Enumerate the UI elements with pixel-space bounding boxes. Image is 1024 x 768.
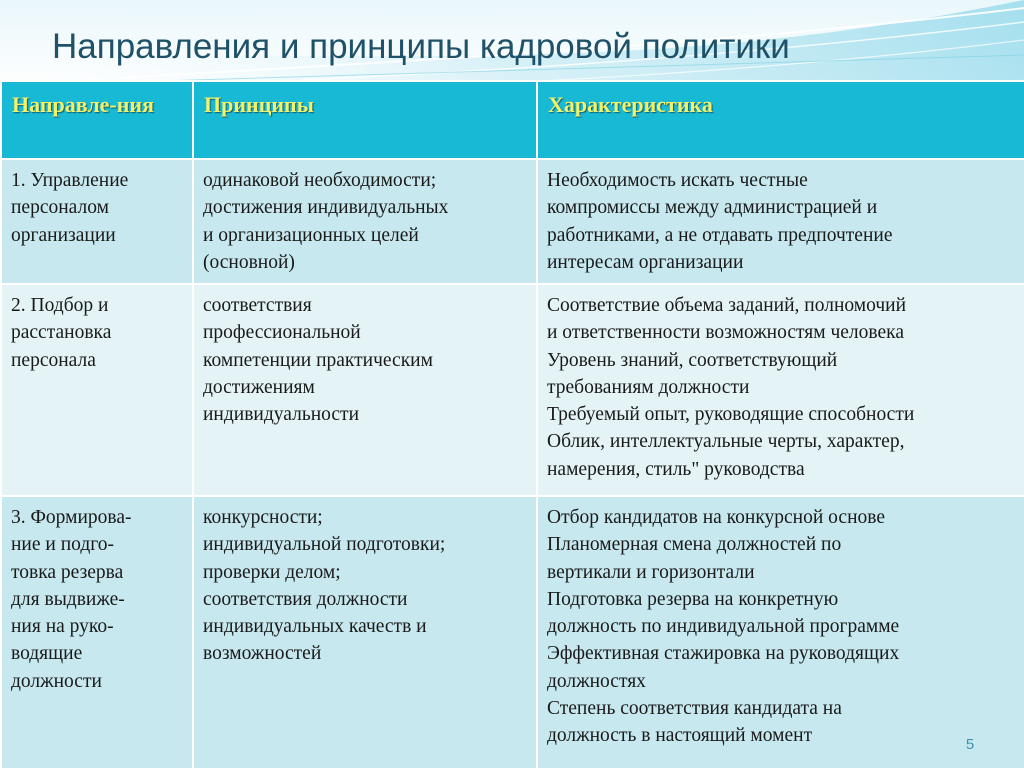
table-row (1, 284, 1024, 496)
cell-direction (1, 159, 193, 284)
direction-line: должности (11, 670, 102, 692)
characteristic-line: Облик, интеллектуальные черты, характер, (547, 431, 905, 453)
direction-line: для выдвиже- (11, 588, 125, 610)
direction-line: товка резерва (11, 561, 124, 583)
header-directions: Направле-ния (1, 81, 193, 159)
direction-line: расстановка (11, 322, 112, 344)
characteristic-line: должность по индивидуальной программе (547, 616, 900, 638)
principle-line: одинаковой необходимости; (203, 170, 437, 191)
characteristic-line: требованиям должности (547, 376, 750, 398)
characteristic-line: Уровень знаний, соответствующий (547, 349, 838, 371)
characteristic-line: должность в настоящий момент (547, 725, 813, 747)
cell-characteristics (537, 284, 1024, 496)
characteristic-line: Подготовка резерва на конкретную (547, 588, 839, 610)
policy-table (0, 80, 1024, 768)
cell-principles (193, 159, 537, 284)
characteristic-line: и ответственности возможностям человека (547, 322, 904, 344)
table-row (1, 159, 1024, 284)
characteristic-line: Эффективная стажировка на руководящих (547, 643, 900, 665)
principle-line: возможностей (203, 643, 322, 665)
direction-line: ния на руко- (11, 616, 114, 638)
cell-principles (193, 496, 537, 768)
direction-line: персонала (11, 349, 96, 371)
characteristic-line: компромиссы между администрацией и (547, 197, 878, 219)
characteristic-line: должностях (547, 670, 646, 692)
cell-characteristics (537, 159, 1024, 284)
characteristic-line: Отбор кандидатов на конкурсной основе (547, 507, 886, 528)
cell-characteristics (537, 496, 1024, 768)
direction-line: организации (11, 224, 116, 246)
direction-line: 2. Подбор и (11, 295, 109, 316)
principle-line: достижениям (203, 376, 315, 398)
principle-line: компетенции практическим (203, 349, 433, 371)
direction-line: персоналом (11, 197, 109, 219)
principle-line: проверки делом; (203, 561, 341, 583)
header-principles: Принципы (193, 81, 537, 159)
cell-principles (193, 284, 537, 496)
direction-line: ние и подго- (11, 534, 115, 556)
principle-line: индивидуальности (203, 404, 360, 426)
principle-line: профессиональной (203, 322, 361, 344)
characteristic-line: Соответствие объема заданий, полномочий (547, 295, 907, 316)
principle-line: достижения индивидуальных (203, 197, 449, 219)
principle-line: конкурсности; (203, 507, 323, 528)
table-header-row (1, 81, 1024, 159)
cell-direction (1, 284, 193, 496)
principle-line: соответствия должности (203, 588, 408, 610)
principle-line: индивидуальной подготовки; (203, 534, 446, 556)
principle-line: соответствия (203, 295, 312, 316)
page-number: 5 (965, 736, 975, 753)
header-characteristics: Характеристика (537, 81, 1024, 159)
principle-line: и организационных целей (203, 224, 419, 246)
principle-line: (основной) (203, 251, 295, 273)
direction-line: 3. Формирова- (11, 507, 132, 528)
characteristic-line: намерения, стиль" руководства (547, 458, 805, 480)
characteristic-line: работниками, а не отдавать предпочтение (547, 224, 893, 246)
characteristic-line: вертикали и горизонтали (547, 561, 755, 583)
characteristic-line: интересам организации (547, 251, 744, 273)
characteristic-line: Требуемый опыт, руководящие способности (547, 404, 915, 426)
direction-line: водящие (11, 643, 83, 665)
slide-title: Направления и принципы кадровой политики (52, 27, 790, 66)
characteristic-line: Планомерная смена должностей по (547, 534, 842, 556)
direction-line: 1. Управление (11, 170, 129, 191)
characteristic-line: Необходимость искать честные (547, 170, 808, 191)
table-row (1, 496, 1024, 768)
characteristic-line: Степень соответствия кандидата на (547, 698, 842, 720)
principle-line: индивидуальных качеств и (203, 616, 427, 638)
cell-direction (1, 496, 193, 768)
